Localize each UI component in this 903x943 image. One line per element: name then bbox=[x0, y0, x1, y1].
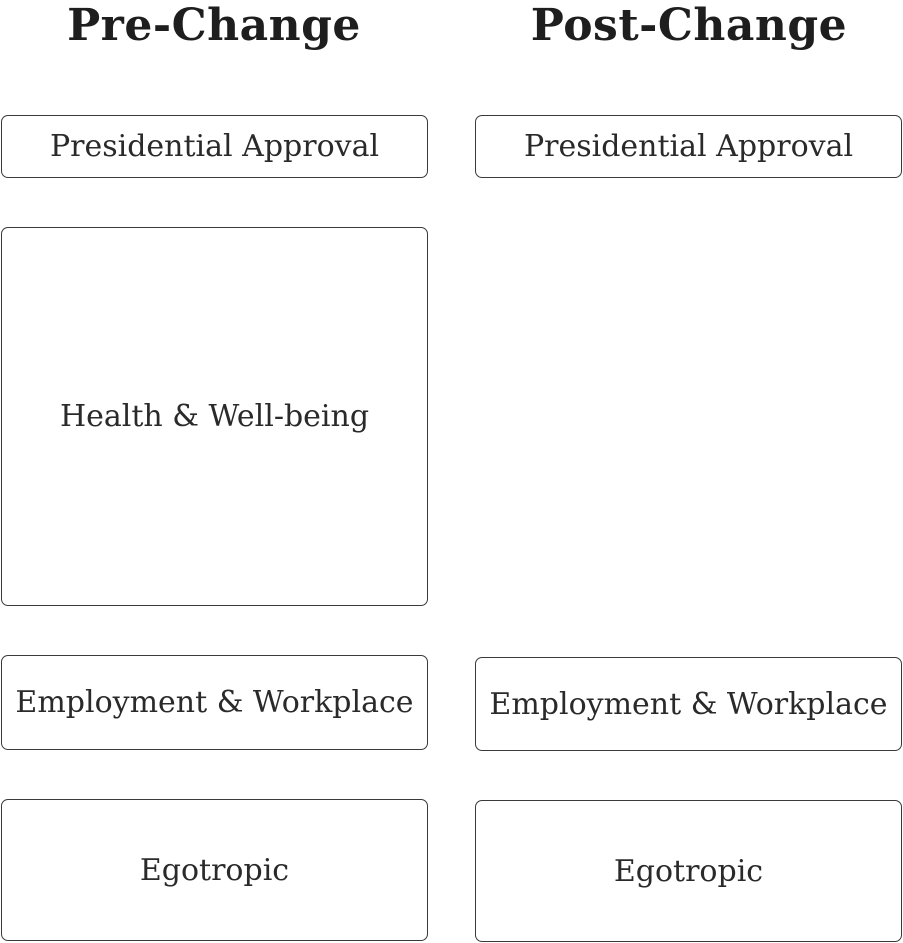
pre-health-wellbeing-box bbox=[1, 227, 428, 606]
post-egotropic-box bbox=[475, 800, 902, 942]
post-egotropic-label: Egotropic bbox=[613, 853, 764, 889]
pre-egotropic-label: Egotropic bbox=[139, 852, 290, 888]
pre-health-wellbeing-label: Health & Well-being bbox=[59, 399, 370, 434]
pre-employment-workplace-label: Employment & Workplace bbox=[15, 685, 414, 720]
pre-change-title: Pre-Change bbox=[67, 0, 361, 51]
pre-employment-workplace-box bbox=[1, 655, 428, 750]
post-change-title: Post-Change bbox=[530, 0, 848, 51]
pre-presidential-approval-label: Presidential Approval bbox=[49, 129, 380, 164]
post-presidential-approval-label: Presidential Approval bbox=[523, 129, 854, 164]
post-employment-workplace-label: Employment & Workplace bbox=[489, 686, 888, 722]
post-presidential-approval-box bbox=[475, 115, 902, 178]
post-employment-workplace-box bbox=[475, 657, 902, 751]
pre-egotropic-box bbox=[1, 799, 428, 941]
pre-presidential-approval-box bbox=[1, 115, 428, 178]
